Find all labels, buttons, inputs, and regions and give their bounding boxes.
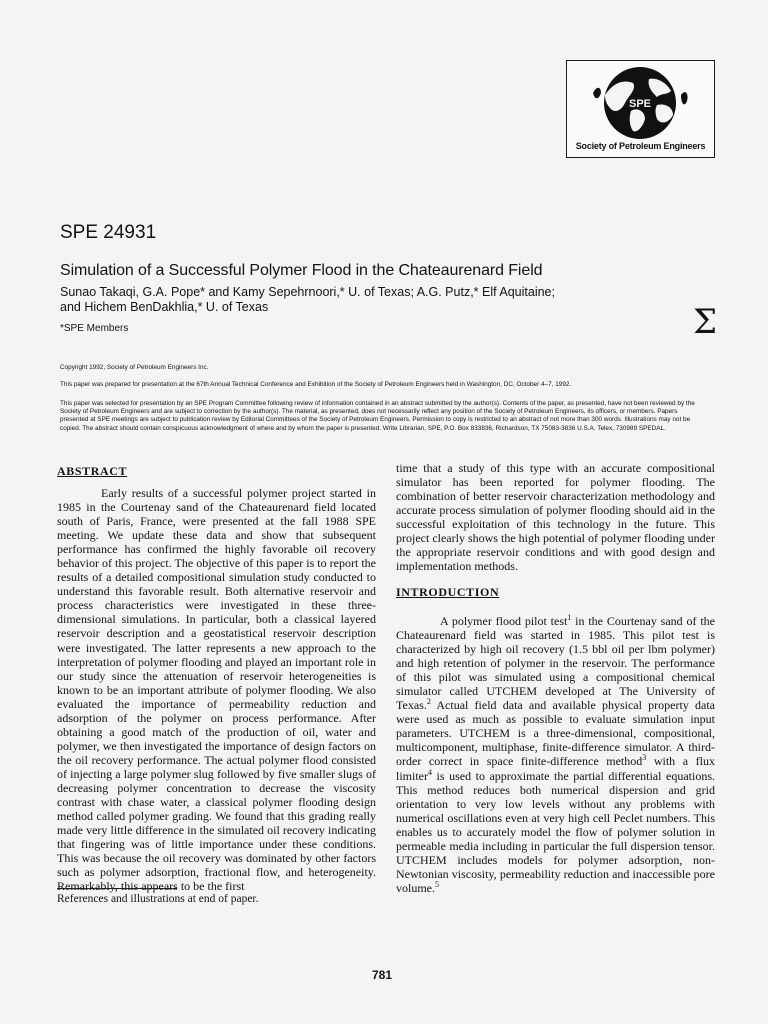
ref-3: 3 (642, 753, 647, 763)
abstract-body (57, 486, 376, 893)
ref-5: 5 (435, 879, 439, 889)
intro-text-4: with a flux limiter (396, 754, 715, 783)
introduction-heading: INTRODUCTION (396, 585, 500, 599)
paper-title: Simulation of a Successful Polymer Flood in the Chateaurenard Field (60, 262, 543, 279)
ref-4: 4 (428, 767, 432, 777)
paper-number: SPE 24931 (60, 222, 157, 243)
intro-text-3: Actual field data and available physical property data were used as much as possible to evaluate simulation input parameters. UTCHEM is a three-dimensional, compositional, multicomponent, multiphase, finite-difference simulator. A third-order correct in space finite-difference method (396, 698, 715, 769)
selection-notice: This paper was selected for presentation by an SPE Program Committee following review of information contained in an abstract submitted by the author(s). Contents of the paper, as presented, have not been reviewed by the Society of Petroleum Engineers and are subject to correction by the author(s). The material, as presented, does not necessarily reflect any position of the Society of Petroleum Engineers, its officers, or members. Papers presented at SPE meetings are subject to publication review by Editorial Committees of the Society of Petroleum Engineers. Permission to copy is restricted to an abstract of not more than 300 words. Illustrations may not be copied. The abstract should contain conspicuous acknowledgment of where and by whom the paper is presented. Write Librarian, SPE, P.O. Box 833836, Richardson, TX 75083-3836 U.S.A. Telex, 730989 SPEDAL. (60, 400, 695, 432)
introduction-body (396, 614, 715, 895)
introduction-paragraph (396, 614, 715, 895)
intro-text-1: A polymer flood pilot test (440, 614, 568, 628)
footnote-rule (57, 888, 177, 889)
footnote: References and illustrations at end of paper. (57, 893, 259, 905)
intro-text-2: in the Courtenay sand of the Chateaurenard field was started in 1985. This pilot test is characterized by high oil recovery (1.5 bbl oil per lbm polymer) and high retention of polymer in the reservoir. The performance of this pilot was simulated using a compositional chemical simulator called UTCHEM developed at The University of Texas. (396, 614, 715, 713)
abstract-paragraph: Early results of a successful polymer project started in 1985 in the Courtenay sand of the Chateaurenard field located south of Paris, France, were presented at the fall 1988 SPE meeting. We update these data and show that subsequent performance has confirmed the highly favorable oil recovery behavior of this project. The objective of this paper is to report the results of a detailed compositional simulation study conducted to understand this favorable result. Both alternative reservoir and process characteristics were investigated in these three-dimensional simulations. In particular, both a classical layered reservoir description and a geostatistical reservoir description were investigated. The latter represents a new approach to the interpretation of polymer flooding and played an important role in our study since the attenuation of reservoir heterogeneities is known to be an important attribute of polymer flooding. We also evaluated the importance of permeability reduction and adsorption of the polymer on process performance. After obtaining a good match of the production of oil, water and polymer, we then investigated the importance of design factors on the oil recovery performance. The actual polymer flood consisted of injecting a large polymer slug followed by five smaller slugs of decreasing polymer concentration to decrease the viscosity contrast with chase water, a classical polymer flooding design method called polymer grading. We found that this grading really made very little difference in the simulated oil recovery indicating that fingering was of little importance under these conditions. This was because the oil recovery was dominated by other factors such as polymer adsorption, fractional flow, and heterogeneity. Remarkably, this appears to be the first (57, 486, 376, 894)
logo-acronym: SPE (628, 98, 652, 110)
abstract-continued-paragraph: time that a study of this type with an accurate compositional simulator has been reported for polymer flooding. The combination of better reservoir characterization methodology and accurate process simulation of polymer flooding should aid in the successful exploitation of this technology in the future. This project clearly shows the high potential of polymer flooding under the appropriate reservoir conditions and with good design and implementation methods. (396, 461, 715, 574)
prepared-notice: This paper was prepared for presentation at the 67th Annual Technical Conference and Exhibition of the Society of Petroleum Engineers held in Washington, DC, October 4–7, 1992. (60, 381, 572, 388)
member-note: *SPE Members (60, 323, 129, 334)
intro-text-5: is used to approximate the partial differential equations. This method reduces both numerical dispersion and grid orientation to very low levels without any problems with numerical oscillations even at very high cell Peclet numbers. This enables us to accurately model the flow of polymer solution in permeable media including in particular the full dispersion tensor. UTCHEM includes models for polymer adsorption, non-Newtonian viscosity, permeability reduction and inaccessible pore volume. (396, 768, 715, 895)
sigma-mark: Σ (693, 302, 718, 342)
globe-icon (575, 65, 705, 141)
ref-2: 2 (426, 697, 431, 707)
abstract-continued (396, 461, 715, 573)
ref-1: 1 (567, 613, 572, 622)
abstract-heading: ABSTRACT (57, 464, 128, 478)
authors-line-2: and Hichem BenDakhlia,* U. of Texas (60, 300, 269, 314)
page-number: 781 (372, 968, 393, 982)
logo-caption: Society of Petroleum Engineers (575, 141, 706, 151)
authors (60, 285, 700, 315)
spe-logo (566, 60, 715, 158)
copyright-notice: Copyright 1992, Society of Petroleum Engineers Inc. (60, 364, 209, 371)
authors-line-1: Sunao Takaqi, G.A. Pope* and Kamy Sepehrnoori,* U. of Texas; A.G. Putz,* Elf Aquitaine; (60, 285, 555, 299)
